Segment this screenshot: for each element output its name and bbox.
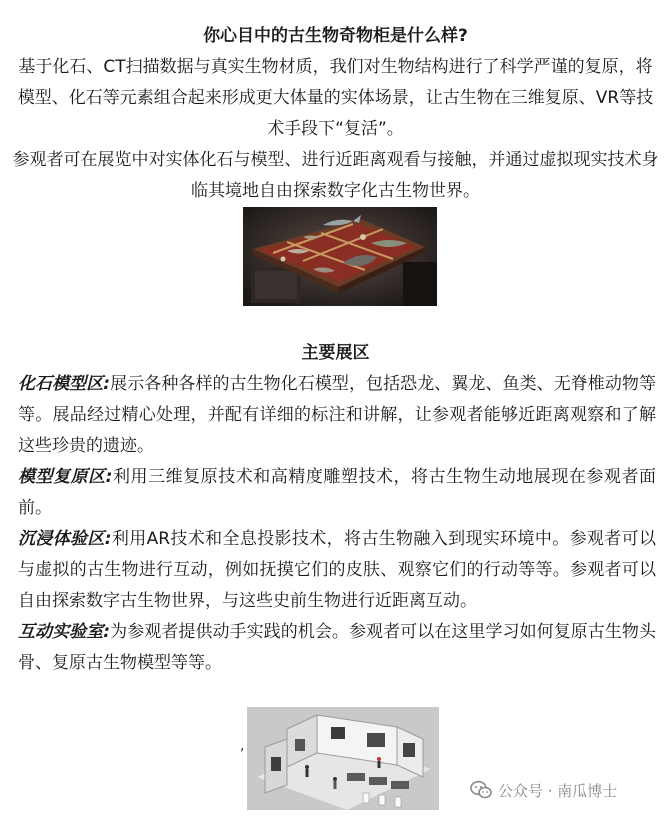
intro-paragraph-1: 基于化石、CT扫描数据与真实生物材质，我们对生物结构进行了科学严谨的复原，将模型、化石等元素组合起来形成更大体量的实体场景，让古生物在三维复原、VR等技术手段下“复活”。 <box>17 57 654 139</box>
intro-text <box>12 52 659 207</box>
zone-item <box>18 462 656 524</box>
account-watermark <box>470 778 617 802</box>
zone-name: 互动实验室: <box>18 622 111 642</box>
zone-item <box>18 369 656 462</box>
zone-description: 展示各种各样的古生物化石模型，包括恐龙、翼龙、鱼类、无脊椎动物等等。展品经过精心处理，并配有详细的标注和讲解，让参观者能够近距离观察和了解这些珍贵的遗迹。 <box>18 374 656 456</box>
fossil-cabinet-illustration <box>243 207 437 306</box>
zone-description: 为参观者提供动手实践的机会。参观者可以在这里学习如何复原古生物头骨、复原古生物模型等等。 <box>18 622 656 673</box>
zone-item <box>18 617 656 679</box>
exhibition-render-image <box>247 707 439 810</box>
zone-description: 利用AR技术和全息投影技术，将古生物融入到现实环境中。参观者可以与虚拟的古生物进行互动，例如抚摸它们的皮肤、观察它们的行动等等。参观者可以自由探索数字古生物世界，与这些史前生物进行近距离互动。 <box>18 529 656 611</box>
exhibition-layout-illustration <box>247 707 439 810</box>
heading-cabinet-question: 你心目中的古生物奇物柜是什么样? <box>203 26 468 46</box>
wechat-icon <box>470 780 492 800</box>
zone-name: 模型复原区: <box>18 467 113 487</box>
fossil-cabinet-photo <box>243 207 437 306</box>
watermark-text: 公众号 · 南瓜博士 <box>498 781 618 800</box>
zone-description: 利用三维复原技术和高精度雕塑技术，将古生物生动地展现在参观者面前。 <box>18 467 656 518</box>
stray-comma: , <box>240 738 245 754</box>
heading-main-zones: 主要展区 <box>301 343 370 363</box>
zone-item <box>18 524 656 617</box>
intro-paragraph-2: 参观者可在展览中对实体化石与模型、进行近距离观看与接触，并通过虚拟现实技术身临其境地自由探索数字化古生物世界。 <box>12 150 659 201</box>
zone-name: 化石模型区: <box>18 374 111 394</box>
zone-list <box>18 369 656 679</box>
zone-name: 沉浸体验区: <box>18 529 112 549</box>
